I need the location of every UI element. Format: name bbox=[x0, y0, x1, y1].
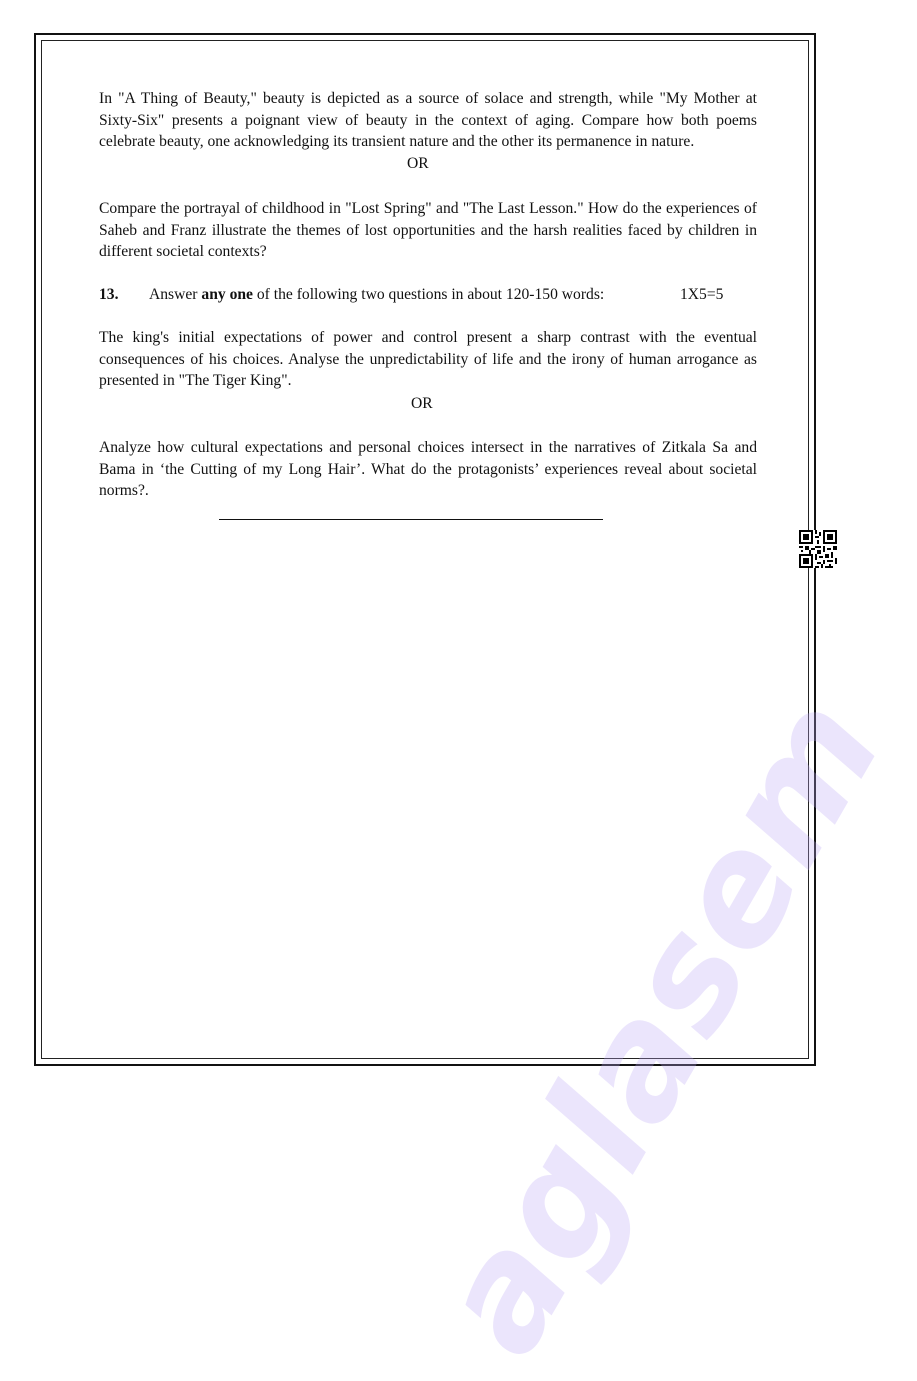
or-separator-2: OR bbox=[411, 395, 433, 412]
question-13-option-a: The king's initial expectations of power and control present a sharp contrast with the eventual consequences of his choices. Analyse the unpredictability of life and the irony of human arrogance as presented in "The Tiger King". bbox=[99, 329, 757, 389]
instruction-emphasis: any one bbox=[201, 286, 253, 303]
instruction-text-2: of the following two questions in about 120-150 words: bbox=[252, 286, 605, 303]
question-12-option-a: In "A Thing of Beauty," beauty is depicted as a source of solace and strength, while "My Mother at Sixty-Six" presents a poignant view of beauty in the context of aging. Compare how both poems celebrate beauty, one acknowledging its transient nature and the other its permanence in nature. bbox=[99, 90, 757, 150]
question-number: 13. bbox=[99, 286, 119, 303]
page-border-inner bbox=[41, 40, 809, 1059]
instruction-text-1: Answer bbox=[149, 286, 202, 303]
question-instruction bbox=[149, 284, 604, 306]
question-12-option-b: Compare the portrayal of childhood in "Lost Spring" and "The Last Lesson." How do the experiences of Saheb and Franz illustrate the themes of lost opportunities and the harsh realities faced by children in different societal contexts? bbox=[99, 200, 757, 260]
qr-code-icon bbox=[799, 530, 837, 568]
question-marks: 1X5=5 bbox=[680, 286, 724, 303]
question-13-option-b: Analyze how cultural expectations and personal choices intersect in the narratives of Zitkala Sa and Bama in ‘the Cutting of my Long Hair’. What do the protagonists’ experiences reveal about societal norms?. bbox=[99, 439, 757, 499]
or-separator-1: OR bbox=[407, 155, 429, 172]
watermark-text: aglasem bbox=[404, 668, 917, 1381]
question-13-header bbox=[99, 284, 759, 306]
end-of-paper-line bbox=[219, 519, 603, 520]
